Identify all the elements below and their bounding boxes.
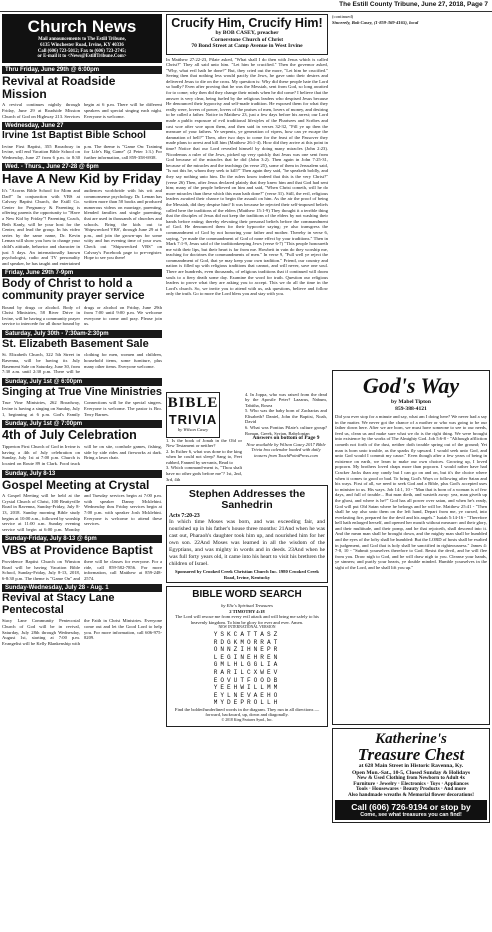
event-list	[2, 66, 162, 646]
header-text: The Estill County Tribune, June 27, 2018, Page 7	[339, 1, 488, 8]
event-title: Revival at Stacy Lane Pentecostal	[2, 592, 115, 616]
katherines-title-b: Treasure Chest	[357, 745, 465, 764]
church-news-banner	[2, 14, 162, 63]
bible-trivia	[166, 392, 328, 483]
crucify-article	[166, 14, 328, 55]
crucify-org: Cornerstone Church of Christ	[210, 36, 284, 43]
crucify-continued-text: (continued)	[332, 14, 354, 19]
crucify-location: 70 Bond Street at Camp Avenue in West Irvine	[191, 43, 303, 49]
stephen-article	[166, 485, 328, 583]
word-search-row: GMLHLGGLIA	[213, 661, 281, 669]
event-item	[2, 66, 162, 119]
word-search-row: YSKCATTASZ	[213, 630, 281, 638]
event-item	[2, 584, 162, 646]
event-title: St. Elizabeth Basement Sale	[2, 337, 149, 350]
crucify-byline: by BOB CASEY, preacher	[215, 30, 279, 36]
trivia-answers: Answers on bottom of Page 9	[252, 435, 320, 442]
katherines-call: Call (606) 726-9194 or stop by	[351, 802, 471, 813]
crucify-continued	[332, 14, 490, 370]
church-news-address-1: Mail announcements to The Estill Tribune,	[38, 37, 126, 42]
katherines-tagline: Come, see what treasures you can find!	[360, 812, 462, 819]
event-date: Sunday, July 1st @ 6:00pm	[2, 378, 162, 386]
katherines-address: at 628 Main Street in Historic Ravenna, Ky.	[358, 763, 464, 769]
event-date: Sunday, July 1st @ 7:00pm	[2, 420, 162, 428]
event-body: St. Elizabeth Church, 322 5th Street in Ravenna, will be having its July Basement Sale on Saturday, June 30, from 7:30 a.m. until 2:30 p.m. There will be clothing for men, women and children, household items, some furniture, plus many other items. Everyone welcome.	[2, 352, 162, 375]
katherines-ad	[332, 728, 490, 823]
event-item	[2, 163, 162, 266]
gods-way-title: God's Way	[362, 373, 460, 398]
event-body: Providence Baptist Church on Winston Road will be having Vacation Bible School, Sunday-Friday, July 8-13, 2018, 6-8:30 p.m. The theme is "Game On" and there will be classes for everyone. For a ride, call 859-582-7856. For more information, call Matthew at 859-248-2574.	[2, 558, 162, 581]
crucify-title: Crucify Him, Crucify Him!	[171, 16, 323, 30]
crucify-body: In Matthew 27:22-23, Pilate asked, "What shall I do then with Jesus which is called Christ?" They all said unto him. "Let him be crucified." Then the governor asked, "Why, what evil hath he done?" But, they cried out the more, "Let him be crucified." Seeing then that nothing less would pacify the Jews, he gave unto their desires and delivered Jesus to die on the cross. My question is: Why did these people hate the Lord so badly? Even after proving that he was the Messiah, sent from God, so long awaited for to come; why then did they change their minds when he did come? I believe that the answer is very clear, being fueled by the religious leaders who despised Jesus because He denounced their hypocrisy and self-made tradition. He exposed them for what they really were, lovers of power, lovers of the praises of men, lovers of money, and desiring to be called a father. Notice in Matthew 23, just a few days before his arrest; our Lord made a public exposure of evil traditional lifestyles of the Pharisees and Scribes and cast woe after woe upon them, and then said in verses 32-32, "Fill ye up then the measure of your fathers. Ye serpents, ye generation of vipers, how can ye escape the damnation of hell?" Then, after two days to come for the feast of the Passover they made plans to arrest and kill him (Matthew 26:1-4). How did they arrive at this point in time? Notice that our Lord revealed himself by doing many miracles (John 2:23). Nicodemus a ruler of the Jews, picked up very quickly that Jesus was one sent from God because of the miracles that he did (John 3:2). Then again in John 7:25-31, because of the miracles and the teachings (in verse 25), some of them in Jerusalem said, "Is not this he, whom they seek to kill?" Then again they said, "he speaketh boldly, and they say nothing unto him. Do the rulers know indeed that this is the very Christ?" (verse 26) Then, after Jesus declared plainly that they knew him and that God had sent him; many of the people believed on him and said, "When Christ cometh, will he do more miracles than these which this man hath done?" (verse 31). Still, the evil, religious leaders awaited their chance to begin the assault on him. As the air the proof of being the Messiah, did they despise him? It was because he rejected their self-imposed beliefs called here the traditions of the elders (Matthew 15:1-9) They thought it a terrible thing that the disciples of Jesus did not keep the traditions of the elders by not washing their hands before eating; thereby elevating their personal beliefs before the commandment of God. He denounced them for their hypocrite saying; ye also transgress the commandment of God by not honoring your father and mother. Thereby in verse 6, saying, "ye made the commandment of God of none effect by your traditions." Then in Mark 7:1-9, Jesus said of the traditionkeeping Jews (verse 6-7) "This people honoureth me with their lips, but their heart is far from me. Howbeit in vain do they worship me, teaching for doctrines the commandments of men." In verse 9, "Full well ye reject the commandment of God, that ye may keep your own tradition." Friend, our country and nation is filled up with religious traditions that cannot, and will never, save one soul. There are hundreds, even thousands, of religious traditions that if continued will doom souls to a fiery death some day. Examine the word for truth. Question our religious leaders to prove what they are asking you to accept. This we do all the time in the Lord's church. So, we invite you to attend with us, ask questions, believe and follow only the truth. Go to more the Lord bless you and stay with you.	[166, 56, 328, 297]
event-date: Thru Friday, June 29th @ 6:00pm	[2, 66, 162, 74]
event-title: VBS at Providence Baptist	[2, 543, 153, 558]
katherines-title-a: Katherine's	[375, 731, 447, 747]
event-title: Revival at Roadside Mission	[2, 74, 116, 101]
event-body: Tipperton First Church of God in Irvine is having a 4th of July celebration on Sunday, July 1st at 7:00 p.m. Church is located on Route 89 in Clark. Food truck will be on site, cornhole games, fishing, side by side rides and fireworks at dark. Bring a lawn chair.	[2, 444, 162, 467]
word-search-verse: The Lord will rescue me from every evil attack and will bring me safely to his heavenly kingdom. To him be glory for ever and ever. Amen.	[175, 614, 319, 625]
event-date: Wednesday, June 27	[2, 122, 162, 130]
church-news-address-3: Call (606) 723-5012; Fax to (606) 723-2745;	[37, 48, 127, 54]
event-body: A Gospel Meeting will be held at the Crystal Church of Christ, 100 Beattyville Road in Ravenna, Sunday-Friday, July 8-13, 2018. Sunday morning Bible study begins at 10:00 a.m., followed by worship service at 11:00 a.m. Sunday evening service will begin at 6:00 p.m. Monday and Tuesday services begin at 7:00 p.m. with speaker Danny Mcklehini. Wednesday thru Friday services begin at 7:00 p.m. with speaker Josh Mcklehini. Everyone is welcome to attend these services.	[2, 493, 162, 532]
event-title: Singing at True Vine Ministries	[2, 385, 162, 398]
word-search-footer: Find the bolded/underlined words in the diagram. They run in all directions — forward, backward, up, down and diagonally.	[174, 706, 320, 718]
trivia-q6: 6. What was Pontius Pilate's culture group? Roman, Greek, Syrian, Babylonian	[245, 425, 327, 436]
word-search	[166, 586, 328, 726]
event-item	[2, 470, 162, 533]
trivia-q2: 2. In Esther 6, what was done to the king when he could not sleep? Sang to, Feet rubbed, Fanned by servants, Read to	[166, 448, 242, 465]
event-item	[2, 122, 162, 160]
word-search-row: EOVUTFOODB	[213, 676, 281, 684]
gods-way-column	[332, 370, 490, 725]
word-search-verse-ref: 2 TIMOTHY 4:18	[229, 608, 265, 614]
katherines-line-4: Also handmade wreaths & Memorial flower decorations!	[347, 791, 475, 798]
bible-trivia-logo	[166, 392, 220, 438]
event-date: Saturday, July 30th - 7:30am-2:30pm	[2, 330, 162, 338]
katherines-line-2: Furniture · Jewelry · Electronics · Toys · Appliances	[353, 780, 469, 787]
gods-way-phone: 859-388-4121	[395, 405, 427, 412]
event-title: 4th of July Celebration	[2, 428, 137, 443]
word-search-row: RARILCXWEV	[213, 668, 281, 676]
word-search-row: YEEHWILLMM	[213, 684, 281, 692]
event-body: A revival continues nightly through Friday, June 29 at Roadside Mission Church of God on Highway 213. Services begin at 6 p.m. There will be different speakers and special singing each night. Everyone is welcome.	[2, 102, 162, 119]
event-body: Stacy Lane Community Pentecostal Church of God will be in revival, Saturday, July 28th through Wednesday, August 1st, starting at 7:00 p.m. Evangelist will be Kelly Blankenship with the Faith in Christ Ministries. Everyone come out and let the Good Lord to help you. For more information, call 606-975-8209.	[2, 618, 162, 646]
trivia-q1: 1. Is the book of Jonah in the Old or New Testament or neither?	[166, 437, 242, 449]
bible-trivia-logo-by: by Wilson Casey	[177, 426, 209, 432]
middle-column	[166, 14, 328, 930]
bible-trivia-logo-a: BIBLE	[167, 394, 219, 411]
event-body: It's "Acorns Bible School for Mom and Dad!" In conjunction with VBS at Calvary Baptist Church, the Estill Co. Center for Pregnancy & Parenting is offering parents the opportunity to "Have a New Kid by Friday"! Parenting Coach, Beth Kanly, will be your host for the Center, and lead the group. In his video series by the same name, Dr. Kevin Leman will show you how to change your child's attitude, behavior and character in just 5 days. An internationally known psychologist, radio and TV personality and speaker, he has taught and entertained audiences worldwide with his wit and commonsense psychology. Dr. Leman has written more than 50 books and produced numerous videos on marriage, parenting, blended families and single parenting, that are used in thousands of churches and schools. Bring the kids out to 'Shipwrecked VBS', through June 29 at 6 p.m., and join the grown-ups for some witty and fun evening time of your own. Check out "Shipwrecked VBS" on Calvary's Facebook page to pre-register. Hope to see you there!	[2, 188, 162, 266]
event-date: Sunday, July 8-13	[2, 470, 162, 478]
bible-trivia-logo-b: TRIVIA	[168, 411, 218, 427]
event-title: Irvine 1st Baptist Bible School	[2, 130, 146, 142]
katherines-line-3: Tools · Housewares · Beauty Products · And more	[356, 786, 466, 793]
stephen-sponsor: Sponsored by Crooked Creek Christian Church Inc. 1980 Crooked Creek Road, Irvine, Kentucky	[175, 569, 319, 580]
event-item	[2, 330, 162, 375]
katherines-hours: Open Mon.-Sat., 10-5, Closed Sunday & Holidays	[351, 769, 471, 776]
katherines-line-1: New & Used Clothing from Newborn to Adult 4x	[357, 775, 465, 781]
word-search-row: ONNZIHNEPR	[213, 646, 281, 654]
church-news-address-4: or E-mail it to <News@EstillTribune.Com>	[37, 54, 127, 60]
event-date: Sunday-Friday, July 8-13 @ 6pm	[2, 535, 162, 543]
katherines-call-box	[335, 800, 487, 820]
trivia-q4: 4. In Joppa, who was raised from the dead by the Apostle Peter? Lazarus, Nabum, Tabitha, Rosea	[245, 391, 327, 408]
stephen-ref: Acts 7:20-23	[169, 513, 200, 520]
word-search-row: EYLNEVAEHO	[213, 691, 281, 699]
word-search-by: by Elic's Spiritual Treasures	[221, 602, 273, 608]
event-item	[2, 535, 162, 581]
event-title: Body of Christ to hold a community prayer service	[2, 278, 145, 303]
event-title: Gospel Meeting at Crystal	[2, 477, 150, 492]
event-body: True Vine Ministries, 262 Broadway, Irvine is having a singing on Sunday, July 1, beginning at 6 p.m. God's Family Connections will be the special singers. Everyone is welcome. The pastor is Bro. Terry Barnes.	[2, 400, 162, 417]
word-search-copyright: © 2018 King Features Synd., Inc.	[221, 718, 273, 723]
event-item	[2, 378, 162, 417]
event-body: Irvine First Baptist, 355 Broadway in Irvine, will end Vacation Bible School on Wednesday, June 27 from 6 p.m. to 8:30 p.m. The theme is "Game On: Training for Life's Big Game" (2 Peter 1:3.) For further information, call 859-358-6938.	[2, 143, 162, 160]
stephen-title: Stephen Addresses the Sanhedrin	[188, 488, 306, 512]
crucify-signature: Sincerely, Bob Casey, (1-859-369-4165), local	[332, 19, 419, 25]
event-date: Friday, June 29th 7-9pm	[2, 269, 162, 277]
right-column	[332, 14, 490, 930]
word-search-version: NEW INTERNATIONAL VERSION	[218, 625, 276, 630]
word-search-row: LEGINEHREN	[213, 653, 281, 661]
page-header	[0, 0, 492, 12]
gods-way-body: Did you ever stop for a minute and say, what am I doing here? We never had a say in the matter. We never got the chance of a mother or who was going to be our father down here. After we are born, we must have someone to see to our needs, feed us, clean us and make sure what we do is the right thing. We were brought into existence by the works of The Almighty God. Job 5:6-8 - "Although affliction cometh not forth of the dust, neither doth trouble spring out of the ground; Yet man is born unto trouble, as the sparks fly upward. I would seek unto God, and unto God would I commit my cause." Even though after a few years of being in existence on earth, we learn to make our own choices. Growing up, I loved popcorn. My brothers loved chaps more than popcorn. I would rather have had Cracker Jacks than any candy but I can go on and on, but it's the choice where when it comes to good or bad. To bring God's Ways or following after Satan and his ways. First of all, we need to seek God and a Bible, plus God's accepted uses to minister to us. His ways. Job 14:1, 10 - "Man that is born of a woman is of few days, and full of trouble... But man dieth, and wasteth away: yea, man giveth up the ghost, and where is he?" God has all power over satan, and when he's ready, God will put Old Satan where he belongs and he will be. Matthew 25:41 - "Then shall he say also unto them on the left hand, Depart from me, ye cursed, into everlasting fire, prepared for the devil and his angels." Isaiah 5:14-16 - "Therefore hell hath enlarged herself, and opened her mouth without measure: and their glory, and their multitude, and their pomp, and he that rejoiceth, shall descend into it. And the mean man shall be brought down, and the mighty man shall be humbled and the eyes of the lofty shall be humbled: But the LORD of hosts shall be exalted in judgement, and God that is holy shall be sanctified in righteousness." James 4: 7-8, 10 - "Submit yourselves therefore to God. Resist the devil, and he will flee from you. Draw nigh to God, and he will draw nigh to you. Cleanse your hands, ye sinners; and purify your hearts, ye double minded. Humble yourselves in the sight of the Lord, and he shall lift you up."	[335, 414, 487, 571]
church-news-address-2: 6135 Winchester Road, Irvine, KY 40336	[40, 42, 124, 48]
trivia-promo: Now available by Wilson Casey 2017 Bible Trivia box calendar loaded with daily teasers from TouchPointPress.com	[246, 441, 326, 459]
gods-way-byline: by Mabel Tipton	[391, 399, 431, 405]
word-search-grid	[169, 631, 325, 707]
event-date: Sunday-Wednesday, July 28 - Aug. 1	[2, 584, 162, 592]
event-item	[2, 269, 162, 327]
event-body: Bound by drugs or alcohol. Body of Christ Ministries, 58 River Drive in Irvine, will be having a community prayer service to intercede for all those bound by drugs or alcohol on Friday, June 29th from 7:00 until 9:00 p.m. We welcome everyone to come and pray. Please join us.	[2, 304, 162, 327]
trivia-q5: 5. Who was the baby born of Zacharias and Elisabeth? Daniel, John the Baptist, Noah, David	[245, 408, 327, 425]
stephen-body: In which time Moses was born, and was exceeding fair, and nourished up in his father's house three months: 21And when he was cast out, Pharaoh's daughter took him up, and nourished him for her own son. 22And Moses was learned in all the wisdom of the Egyptians, and was mighty in words and in deeds. 23And when he was full forty years old, it came into his heart to visit his brethren the children of Israel.	[169, 519, 325, 568]
word-search-row: RDGKMORRAT	[213, 638, 281, 646]
event-title: Have A New Kid by Friday	[2, 171, 162, 187]
event-item	[2, 420, 162, 467]
trivia-q3: 3. Which command-ment is, "Thou shalt have no other gods before me"? 1st, 2nd, 3rd, 4th	[166, 465, 242, 482]
church-news-title: Church News	[27, 17, 137, 36]
word-search-title: BIBLE WORD SEARCH	[192, 589, 302, 601]
word-search-row: MYDEPROLLH	[213, 699, 281, 707]
church-news-column	[2, 14, 162, 930]
event-date: Wed. - Thurs., June 27-28 @ 6pm	[2, 163, 162, 171]
